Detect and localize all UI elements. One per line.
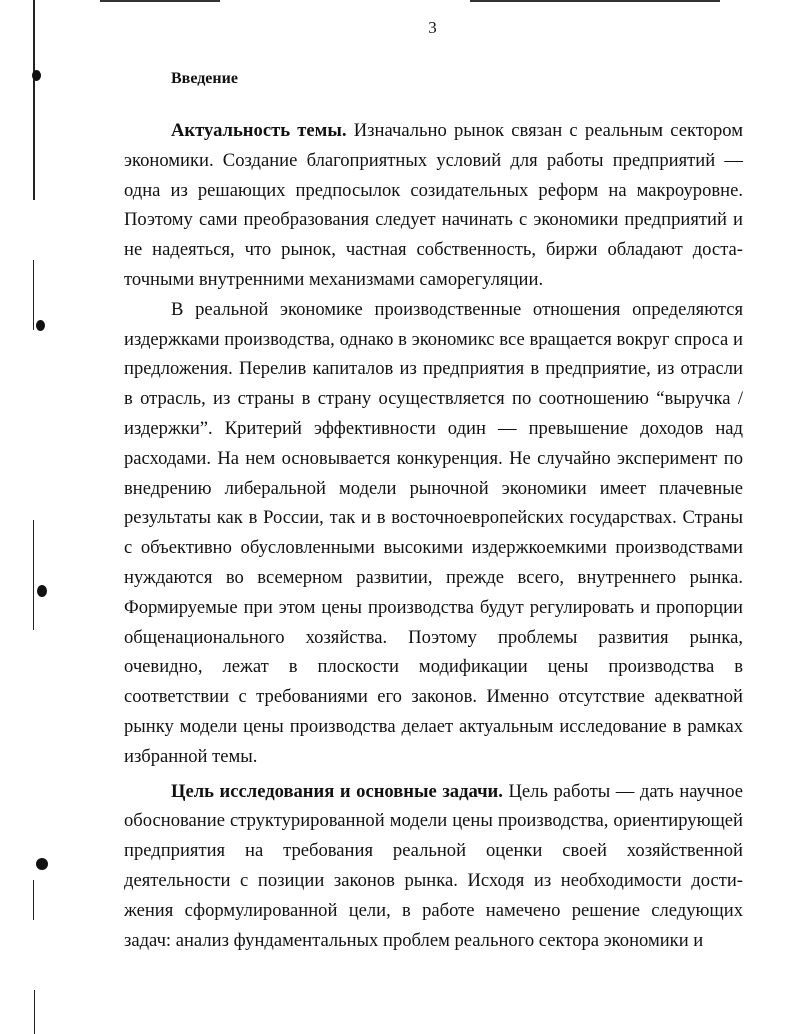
paragraph-body: В реальной экономике производственные отношения определяются издержками производства, однако в экономикс все вращается вокруг спроса и предложения. Перелив капиталов из предприятия в предприятие, из отрасли в отрасль, из страны в страну осуществляется по соотношению “выручка / издержки”. Критерий эффективности один — превышение доходов над расходами. На нем основывается конкуренция. Не случайно эксперимент по внедрению либеральной модели рыночной экономики имеет плачевные результаты как в России, так и в восточноевропейских государствах. Страны с объективно обусловленными высокими издержкоемкими производствами нуждаются во всемерном развитии, прежде всего, внутреннего рынка. Формируемые при этом цены производства будут регулировать и пропорции общенационального хозяйства. Поэтому проблемы развития рынка, очевидно, лежат в плоскости модификации цены производства в соответствии с требованиями его законов. Именно отсутствие адекватной рынку модели цены производства делает актуальным исследование в рамках избранной темы.: [124, 298, 743, 767]
body-text: [124, 116, 743, 955]
paragraph-relevance: [124, 116, 743, 295]
scan-left-edge: [33, 880, 34, 920]
scan-punch-mark: [36, 858, 48, 870]
scan-left-edge: [33, 520, 34, 630]
paragraph-goals: [124, 777, 743, 956]
scan-top-rule: [100, 0, 220, 2]
scan-left-edge: [33, 260, 34, 330]
scan-punch-mark: [37, 585, 47, 597]
paragraph-lead: Цель исследования и основные задачи.: [171, 780, 503, 802]
scan-left-edge: [34, 990, 35, 1034]
paragraph-lead: Актуальность темы.: [171, 120, 347, 141]
paragraph-real-economy: [124, 295, 743, 772]
scan-top-rule: [470, 0, 720, 2]
paragraph-body: Изначально рынок связан с реальным сектором экономики. Создание благоприятных условий для работы предприятий — одна из решающих предпосылок созидательных реформ на макроуровне. Поэтому сами преобразования следует начинать с экономики предприятий и не надеяться, что рынок, частная собственность, биржи обладают достаточными внутренними механизмами саморегуляции.: [124, 120, 743, 290]
scan-punch-mark: [32, 70, 41, 81]
scan-punch-mark: [36, 320, 45, 331]
section-heading: Введение: [171, 70, 238, 87]
page-number: 3: [428, 18, 437, 37]
paragraph-body: Цель работы — дать научное обоснование структурированной модели цены производства, ориентирующей предприятия на требования реальной оценки своей хозяйственной деятельности с позиции законов рынка. Исходя из необходимости достижения сформулированной цели, в работе намечено решение следующих задач: анализ фундаментальных проблем реального сектора экономики и: [124, 780, 743, 951]
